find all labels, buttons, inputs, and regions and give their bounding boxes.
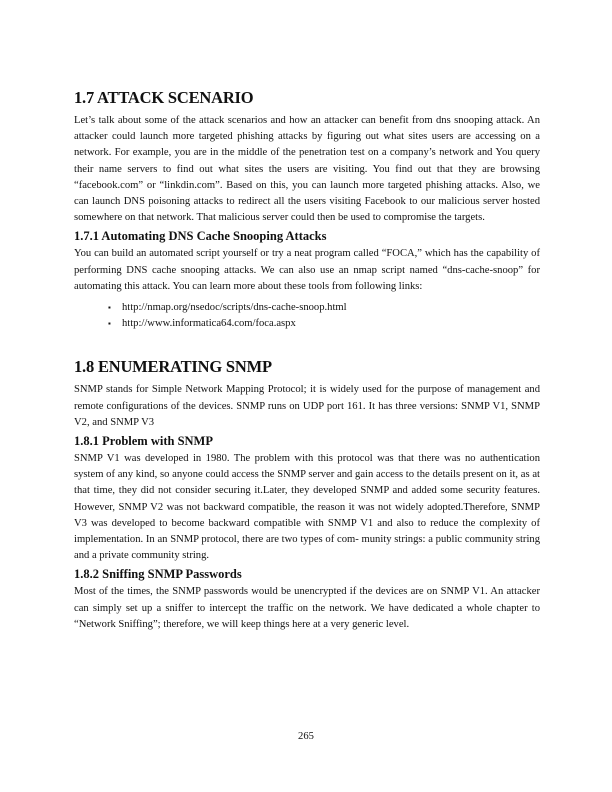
- body-paragraph: Most of the times, the SNMP passwords would be unencrypted if the devices are on SNMP V1. An attacker can simply set up a sniffer to intercept the traffic on the network. We have dedicated a whole chapter to “Network Sniffing”; therefore, we will keep things here at a very generic level.: [74, 586, 540, 630]
- body-paragraph: SNMP stands for Simple Network Mapping Protocol; it is widely used for the purpose of management and remote configurations of the devices. SNMP runs on UDP port 161. It has three versions: SNMP V1, SNMP V2, and SNMP V3: [74, 384, 540, 428]
- page-number: 265: [298, 731, 314, 742]
- section-heading: 1.8 ENUMERATING SNMP: [74, 357, 272, 377]
- section-heading: 1.7 ATTACK SCENARIO: [74, 88, 254, 107]
- subsection-heading: 1.8.1 Problem with SNMP: [74, 434, 213, 449]
- body-paragraph: Let’s talk about some of the attack scenarios and how an attacker can benefit from dns snooping attack. An attacker could launch more targeted phishing attacks by figuring out what sites users are accessing on a network. For example, you are in the middle of the penetration test on a company’s network and You query their name servers to find out what sites the users are visiting. You find out that they are browsing “facebook.com” or “linkdin.com”. Based on this, you can launch more targeted phishing attacks. Also, we can launch DNS poisoning attacks to redirect all the users visiting Facebook to our malicious server hosted somewhere on that network. That malicious server could then be used to compromise the targets.: [74, 115, 540, 224]
- body-paragraph: SNMP V1 was developed in 1980. The problem with this protocol was that there was no authentication system of any kind, so anyone could access the SNMP server and gain access to the details present on it, as at that time, they did not consider securing it.Later, they developed SNMP and added some security features. However, SNMP V2 was not backward compatible, the reason it was not widely adopted.Therefore, SNMP V3 was developed to become backward compatible with SNMP V1 and also to reduce the complexity of implementation. In an SNMP protocol, there are two types of com- munity strings: a public community string and a private community string.: [74, 453, 540, 562]
- subsection-heading: 1.7.1 Automating DNS Cache Snooping Attacks: [74, 229, 327, 244]
- subsection-heading: 1.8.2 Sniffing SNMP Passwords: [74, 567, 242, 582]
- page-content: [74, 88, 540, 633]
- link-item[interactable]: ▪ http://www.informatica64.com/foca.aspx: [122, 316, 540, 332]
- link-item[interactable]: ▪ http://nmap.org/nsedoc/scripts/dns-cache-snoop.html: [122, 300, 540, 316]
- link-list: [74, 300, 540, 332]
- body-paragraph: You can build an automated script yourself or try a neat program called “FOCA,” which has the capability of performing DNS cache snooping attacks. We can also use an nmap script named “dns-cache-snoop” for automating this attack. You can learn more about these tools from following links:: [74, 248, 540, 292]
